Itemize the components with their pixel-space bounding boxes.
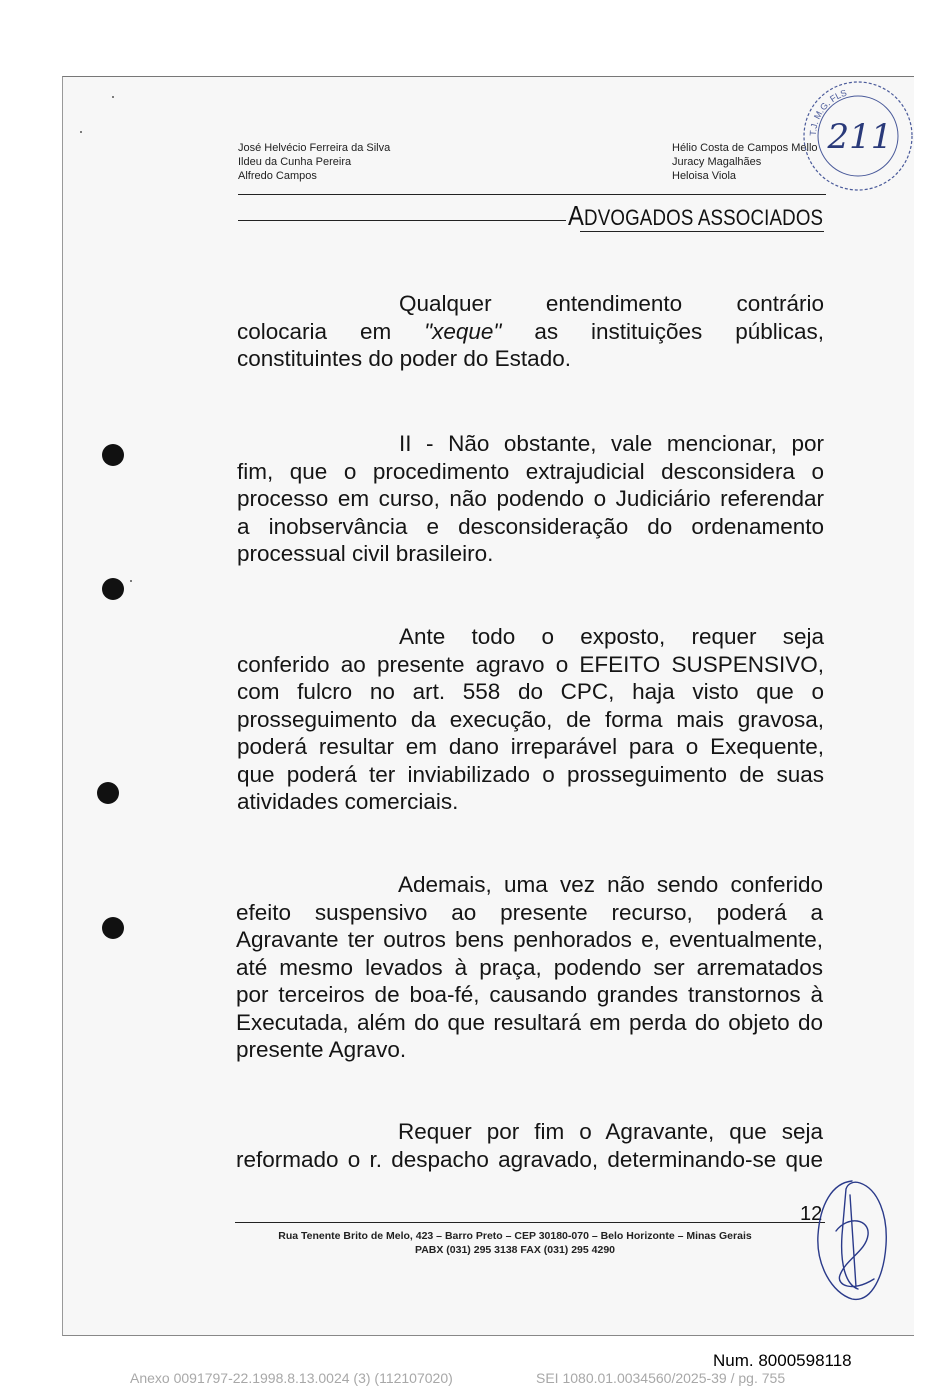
- handwritten-initials: [812, 1175, 890, 1305]
- footer-address: Rua Tenente Brito de Melo, 423 – Barro Preto – CEP 30180-070 – Belo Horizonte – Minas Gerais: [278, 1230, 752, 1242]
- text-line: com fulcro no art. 558 do CPC, haja visto que o: [237, 679, 824, 704]
- text-line: por terceiros de boa-fé, causando grandes transtornos à: [236, 982, 823, 1007]
- document-number: Num. 8000598118: [713, 1351, 852, 1370]
- text-line: Requer por fim o Agravante, que seja: [398, 1119, 823, 1144]
- text-line: Executada, além do que resultará em perda do objeto do: [236, 1009, 823, 1035]
- text-line: Ademais, uma vez não sendo conferido: [398, 872, 823, 897]
- scan-speck: [130, 580, 132, 582]
- paragraph-1: [237, 290, 824, 373]
- firm-name-banner: [238, 200, 824, 234]
- text-line: Qualquer entendimento contrário: [399, 291, 824, 316]
- text-line: Ante todo o exposto, requer seja: [399, 624, 824, 649]
- text-line: presente Agravo.: [236, 1037, 407, 1062]
- sei-reference: SEI 1080.01.0034560/2025-39 / pg. 755: [536, 1370, 786, 1386]
- text-line: colocaria em: [237, 318, 425, 344]
- text-line: prosseguimento da execução, de forma mais gravosa,: [237, 706, 824, 732]
- court-page-stamp: [800, 78, 916, 194]
- paragraph-2: [237, 430, 824, 568]
- text-line: efeito suspensivo ao presente recurso, poderá a: [236, 899, 823, 925]
- footer-rule: [235, 1222, 825, 1223]
- emphasis-xeque: "xeque": [424, 318, 502, 344]
- punch-hole: [102, 578, 124, 600]
- text-line: Agravante ter outros bens penhorados e, eventualmente,: [236, 927, 823, 952]
- firm-name-rest: DVOGADOS ASSOCIADOS: [584, 205, 824, 230]
- text-line: poderá resultar em dano irreparável para o Exequente,: [237, 734, 824, 759]
- footer-phones: PABX (031) 295 3138 FAX (031) 295 4290: [414, 1244, 615, 1256]
- text-line: constituintes do poder do Estado.: [237, 346, 571, 371]
- text-line: as instituições públicas,: [501, 318, 824, 344]
- annex-reference: Anexo 0091797-22.1998.8.13.0024 (3) (112107020): [130, 1370, 453, 1386]
- text-line: reformado o r. despacho agravado, determinando-se que: [236, 1146, 823, 1172]
- stamp-ring-text: T.J. M.G. FLS: [807, 87, 849, 137]
- lawyer-name: Hélio Costa de Campos Mello: [672, 142, 818, 154]
- text-line: que poderá ter inviabilizado o prosseguimento de suas: [237, 761, 824, 787]
- firm-initial: A: [568, 200, 585, 231]
- text-line: II - Não obstante, vale mencionar, por: [399, 431, 824, 456]
- scan-speck: [112, 96, 114, 98]
- lawyer-name: José Helvécio Ferreira da Silva: [238, 142, 391, 154]
- text-line: a inobservância e desconsideração do ordenamento: [237, 513, 824, 539]
- paragraph-4: [236, 871, 823, 1064]
- text-line: até mesmo levados à praça, podendo ser arrematados: [236, 954, 823, 980]
- letterhead-rule: [238, 194, 826, 195]
- text-line: conferido ao presente agravo o EFEITO SUSPENSIVO,: [237, 651, 824, 677]
- punch-hole: [97, 782, 119, 804]
- paragraph-5: [236, 1118, 823, 1173]
- paragraph-3: [237, 623, 824, 816]
- text-line: fim, que o procedimento extrajudicial desconsidera o: [237, 458, 824, 484]
- letterhead-left-names: [238, 141, 390, 183]
- lawyer-name: Juracy Magalhães: [672, 156, 762, 168]
- page-number: 12: [800, 1203, 823, 1225]
- letterhead-footer: [235, 1229, 795, 1257]
- firm-rule-left: [238, 220, 566, 221]
- text-line: atividades comerciais.: [237, 789, 459, 814]
- firm-name: [568, 200, 823, 232]
- text-line: processual civil brasileiro.: [237, 541, 494, 566]
- lawyer-name: Heloisa Viola: [672, 170, 737, 182]
- stamp-page-number: 211: [827, 117, 893, 157]
- text-line: processo em curso, não podendo o Judiciário referendar: [237, 486, 824, 511]
- punch-hole: [102, 444, 124, 466]
- scan-speck: [80, 131, 82, 133]
- punch-hole: [102, 917, 124, 939]
- lawyer-name: Alfredo Campos: [238, 170, 317, 182]
- lawyer-name: Ildeu da Cunha Pereira: [238, 156, 352, 168]
- letterhead-right-names: [672, 141, 818, 183]
